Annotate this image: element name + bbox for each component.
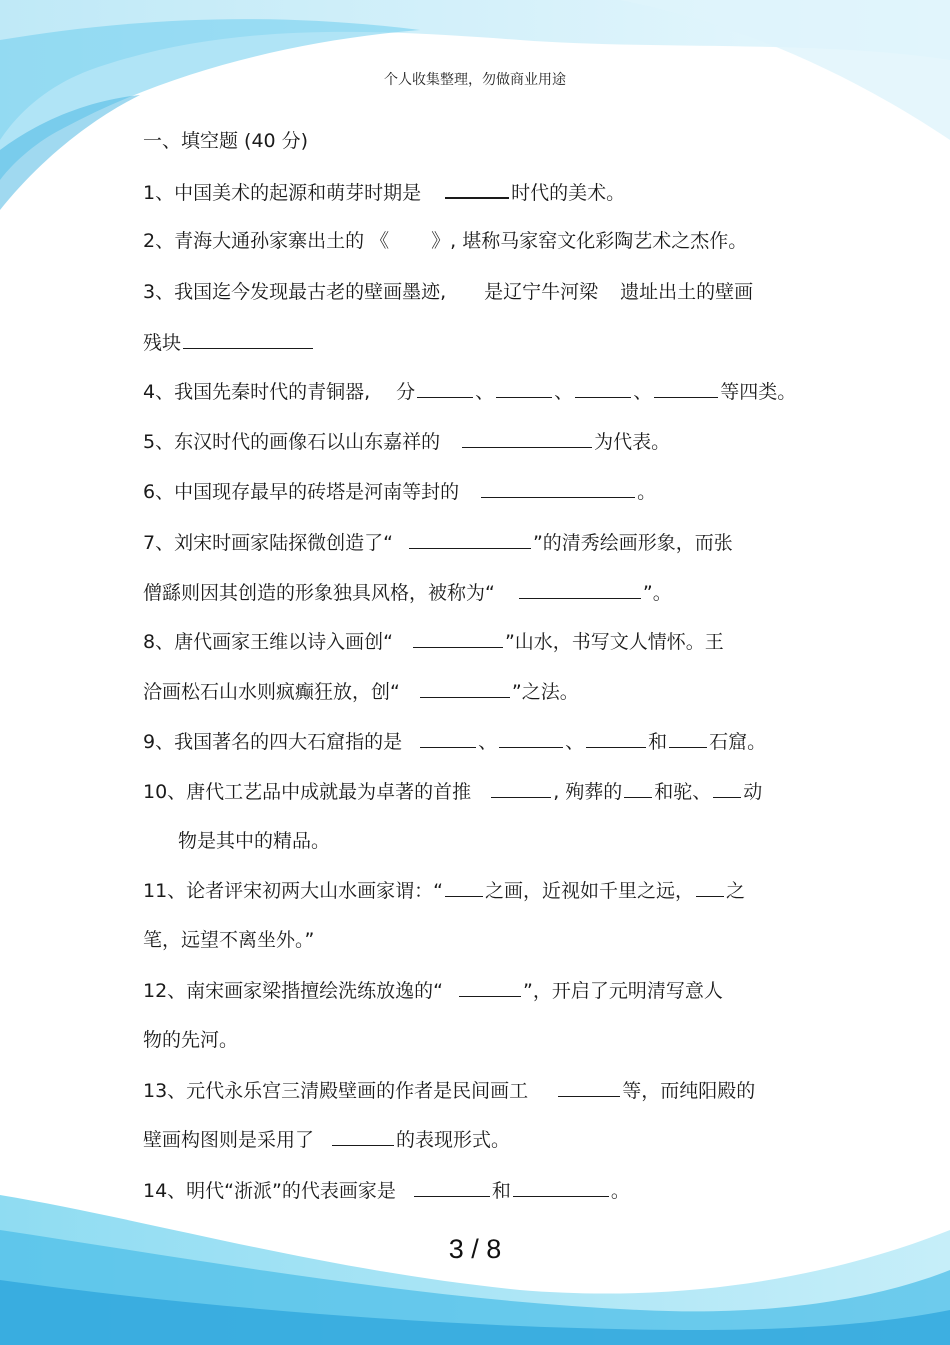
answer-blank[interactable] [445,177,509,199]
question-2: 2、青海大通孙家寨出土的 《 》, 堪称马家窑文化彩陶艺术之杰作。 [143,230,748,252]
answer-blank[interactable] [496,377,552,398]
answer-blank[interactable] [586,727,646,748]
answer-blank[interactable] [669,727,707,748]
section-title: 一、填空题 (40 分) [143,130,309,152]
answer-blank[interactable] [420,727,476,748]
answer-blank[interactable] [519,578,641,599]
answer-blank[interactable] [499,727,563,748]
answer-blank[interactable] [696,876,724,897]
answer-blank[interactable] [558,1076,620,1097]
answer-blank[interactable] [445,876,483,897]
question-3-cont: 残块 [143,328,315,357]
question-13-cont: 壁画构图则是采用了 的表现形式。 [143,1125,510,1154]
answer-blank[interactable] [183,328,313,349]
question-14: 14、明代“浙派”的代表画家是 和 。 [143,1176,630,1205]
answer-blank[interactable] [654,377,718,398]
question-9: 9、我国著名的四大石窟指的是 、 、 和 石窟。 [143,727,766,756]
answer-blank[interactable] [513,1176,609,1197]
answer-blank[interactable] [413,627,503,648]
question-3: 3、我国迄今发现最古老的壁画墨迹, 是辽宁牛河梁 遗址出土的壁画 [143,281,754,303]
question-8-cont: 洽画松石山水则疯癫狂放，创“ ”之法。 [143,677,579,706]
answer-blank[interactable] [414,1176,490,1197]
question-11-cont: 笔，远望不离坐外。” [143,929,315,951]
question-11: 11、论者评宋初两大山水画家谓：“ 之画，近视如千里之远， 之 [143,876,745,905]
question-13: 13、元代永乐宫三清殿壁画的作者是民间画工 等，而纯阳殿的 [143,1076,755,1105]
answer-blank[interactable] [417,377,473,398]
answer-blank[interactable] [332,1125,394,1146]
question-10: 10、唐代工艺品中成就最为卓著的首推 , 殉葬的 和驼、 动 [143,777,762,806]
question-1: 1、中国美术的起源和萌芽时期是 时代的美术。 [143,177,625,207]
answer-blank[interactable] [624,777,652,798]
question-7-cont: 僧繇则因其创造的形象独具风格，被称为“ ”。 [143,578,672,607]
question-4: 4、我国先秦时代的青铜器, 分 、 、 、 等四类。 [143,377,796,406]
question-6: 6、中国现存最早的砖塔是河南等封的 。 [143,477,656,506]
page-number: 3 / 8 [448,1234,502,1264]
answer-blank[interactable] [575,377,631,398]
question-8: 8、唐代画家王维以诗入画创“ ”山水，书写文人情怀。王 [143,627,724,656]
answer-blank[interactable] [491,777,551,798]
question-12: 12、南宋画家梁揩擅绘洗练放逸的“ ”，开启了元明清写意人 [143,976,723,1005]
answer-blank[interactable] [459,976,521,997]
answer-blank[interactable] [462,427,592,448]
question-10-cont: 物是其中的精品。 [178,830,331,852]
answer-blank[interactable] [713,777,741,798]
header-note: 个人收集整理，勿做商业用途 [384,72,566,88]
question-12-cont: 物的先河。 [143,1029,239,1051]
question-7: 7、刘宋时画家陆探微创造了“ ”的清秀绘画形象，而张 [143,528,733,557]
answer-blank[interactable] [409,528,531,549]
answer-blank[interactable] [481,477,635,498]
question-5: 5、东汉时代的画像石以山东嘉祥的 为代表。 [143,427,670,456]
answer-blank[interactable] [420,677,510,698]
